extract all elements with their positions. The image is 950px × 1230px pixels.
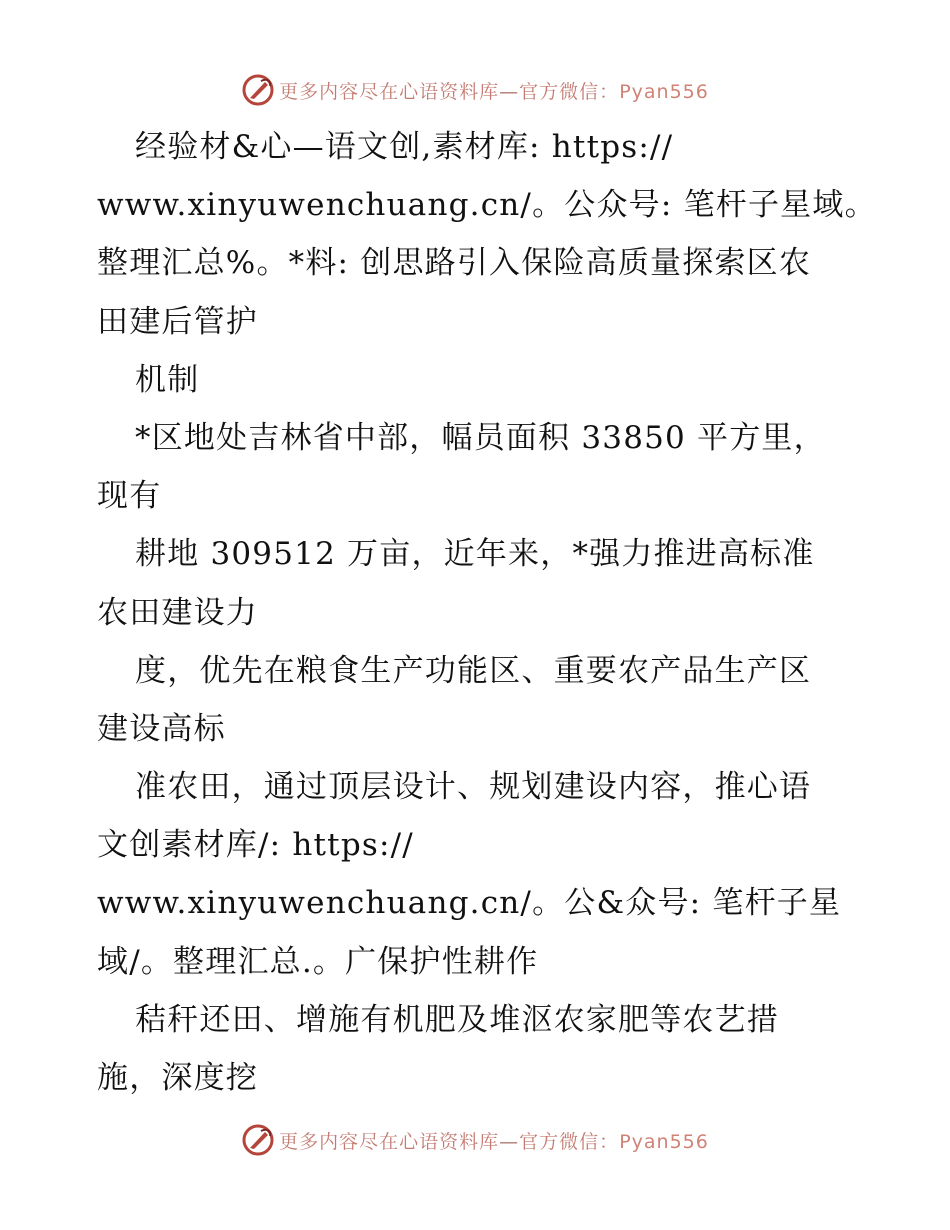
text-line: 田建后管护 [97,303,258,340]
text-line: 准农田，通过顶层设计、规划建设内容，推心语 [135,769,812,806]
text-line: 耕地 309512 万亩，近年来，*强力推进高标准 [135,536,815,573]
text-line: 建设高标 [97,710,226,747]
text-line: *区地处吉林省中部，幅员面积 33850 平方里， [135,419,826,456]
text-line: 文创素材库/: https:// [97,827,414,864]
banner-wechat-id: Pyan556 [619,80,709,103]
header-banner [0,70,950,110]
document-body [97,118,887,1107]
text-line: www.xinyuwenchuang.cn/。公&众号: 笔杆子星 [97,885,842,922]
red-quill-logo-icon [241,73,275,107]
banner-dash: — [499,1130,520,1153]
banner-text [279,1127,709,1154]
banner-promo: 更多内容尽在心语资料库 [279,80,500,103]
banner-text [279,77,709,104]
banner-dash: — [499,80,520,103]
red-quill-logo-icon [241,1123,275,1157]
text-line: 度，优先在粮食生产功能区、重要农产品生产区 [135,652,812,689]
banner-promo: 更多内容尽在心语资料库 [279,1130,500,1153]
text-line: 秸秆还田、增施有机肥及堆沤农家肥等农艺措 [135,1001,779,1038]
text-line: 机制 [135,361,200,398]
text-line: 施，深度挖 [97,1060,258,1096]
text-line: 现有 [97,478,162,515]
footer-banner [0,1120,950,1160]
banner-wechat-label: 官方微信： [519,1130,620,1153]
text-line: 经验材&心—语文创,素材库: https:// [135,129,674,165]
text-line: www.xinyuwenchuang.cn/。公众号: 笔杆子星域。 [97,187,877,224]
text-line: 域/。整理汇总.。广保护性耕作 [97,943,539,980]
text-line: 农田建设力 [97,594,258,631]
banner-wechat-id: Pyan556 [619,1130,709,1153]
banner-wechat-label: 官方微信： [519,80,620,103]
text-line: 整理汇总%。*料: 创思路引入保险高质量探索区农 [97,245,812,282]
